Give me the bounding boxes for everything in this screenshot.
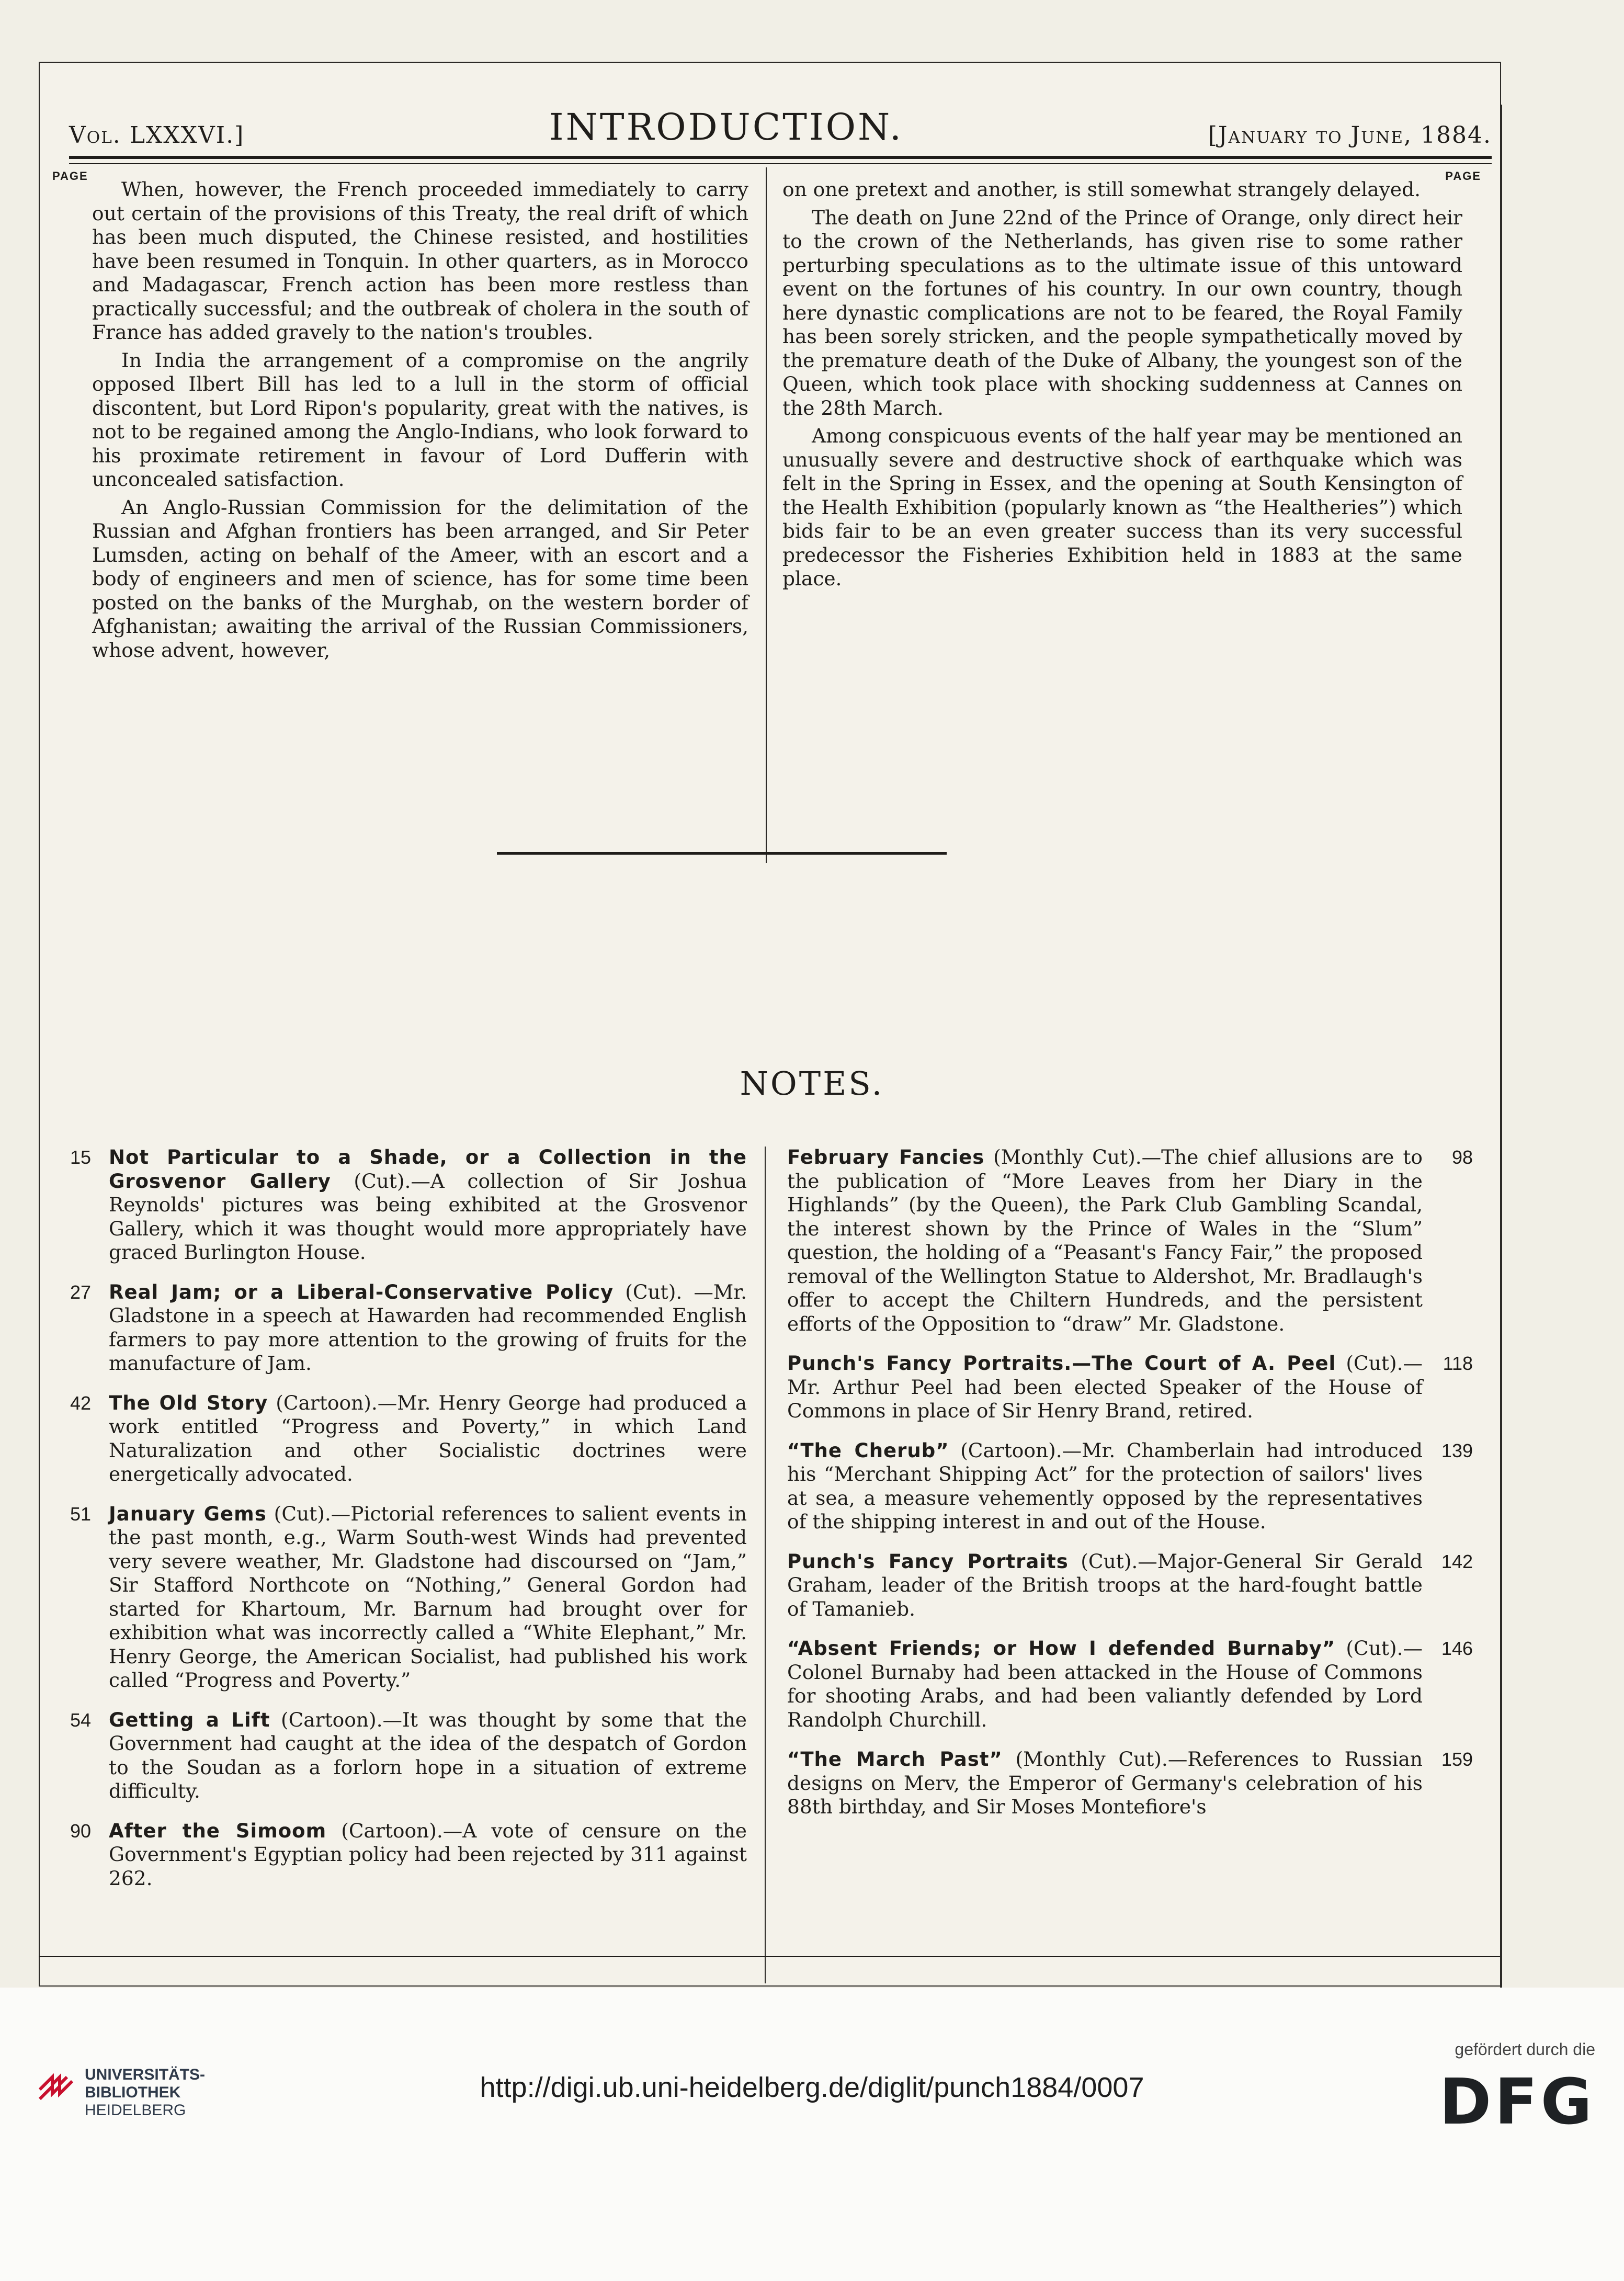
note-text: (Cartoon).—Mr. Henry George had produced a work entitled “Progress and Poverty,” in which Land Naturalization and other Socialistic doctrines were energetically advocated.: [109, 1391, 747, 1485]
notes-right-column: [787, 1145, 1473, 1835]
note-title: The Old Story: [109, 1391, 268, 1414]
note-page-number: 98: [1451, 1147, 1473, 1168]
digitization-footer: [0, 1988, 1624, 2281]
note-entry: [70, 1145, 747, 1265]
notes-left-column: [70, 1145, 747, 1906]
note-page-number: 15: [70, 1147, 92, 1168]
note-entry: [70, 1708, 747, 1803]
note-text: (Cut).—Colonel Burnaby had been attacked in the House of Commons for shooting Arabs, and had been valiantly defended by Lord Randolph Churchill.: [787, 1637, 1423, 1731]
note-text: (Cut).—A collection of Sir Joshua Reynolds' pictures was being exhibited at the Grosvenor Gallery, which it was thought would more appropriately have graced Burlington House.: [109, 1169, 747, 1264]
note-entry: [70, 1280, 747, 1376]
page-label-right: PAGE: [1445, 169, 1481, 183]
running-header: [69, 91, 1492, 149]
note-entry: [787, 1747, 1473, 1819]
note-text: (Cut). —Mr. Gladstone in a speech at Hawarden had recommended English farmers to pay more attention to the growing of fruits for the manufacture of Jam.: [109, 1280, 747, 1375]
intro-paragraph: In India the arrangement of a compromise on the angrily opposed Ilbert Bill has led to a lull in the storm of official discontent, but Lord Ripon's popularity, great with the natives, is not to be regained among the Anglo-Indians, who look forward to his proximate retirement in favour of Lord Dufferin with unconcealed satisfaction.: [92, 348, 748, 491]
note-page-number: 51: [70, 1503, 92, 1525]
note-text: (Cartoon).—Mr. Chamberlain had introduced his “Merchant Shipping Act” for the protection of sailors' lives at sea, a measure vehemently opposed by the representatives of the shipping interest in and out of the House.: [787, 1438, 1423, 1533]
note-title: After the Simoom: [109, 1819, 327, 1842]
note-entry: [787, 1145, 1473, 1336]
funded-by-label: gefördert durch die: [1455, 2040, 1595, 2059]
note-entry: [787, 1438, 1473, 1534]
note-entry: [787, 1637, 1473, 1732]
intro-paragraph: Among conspicuous events of the half year may be mentioned an unusually severe and destructive shock of earthquake which was felt in the Spring in Essex, and the opening at South Kensington of the Health Exhibition (popularly known as “the Healtheries”) which bids fair to be an even greater success than its very successful predecessor the Fisheries Exhibition held in 1883 at the same place.: [782, 424, 1462, 590]
note-text: (Cut).—Major-General Sir Gerald Graham, leader of the British troops at the hard-fought battle of Tamanieb.: [787, 1549, 1423, 1620]
note-title: Punch's Fancy Portraits: [787, 1550, 1069, 1573]
intro-paragraph: on one pretext and another, is still somewhat strangely delayed.: [782, 178, 1421, 201]
note-entry: [70, 1391, 747, 1486]
column-divider-intro: [766, 167, 767, 863]
page-edge: [1500, 105, 1502, 1988]
intro-paragraph: When, however, the French proceeded immediately to carry out certain of the provisions of this Treaty, the real drift of which has been much disputed, the Chinese resisted, and hostilities have been resumed in Tonquin. In other quarters, as in Morocco and Madagascar, French action has been more restless than practically successful; and the outbreak of cholera in the south of France has added gravely to the nation's troubles.: [92, 178, 748, 344]
header-rule: [69, 156, 1492, 159]
volume-label: Vol. LXXXVI.]: [69, 122, 245, 149]
note-entry: [70, 1819, 747, 1891]
note-text: (Cut).—Mr. Arthur Peel had been elected Speaker of the House of Commons in place of Sir Henry Brand, retired.: [787, 1352, 1423, 1422]
page-label-left: PAGE: [52, 169, 88, 183]
note-title: January Gems: [109, 1502, 267, 1525]
note-text: (Cartoon).—It was thought by some that the Government had caught at the idea of the despatch of Gordon to the Soudan as a forlorn hope in a situation of extreme difficulty.: [109, 1708, 747, 1802]
note-entry: [787, 1352, 1473, 1423]
note-page-number: 159: [1441, 1749, 1473, 1770]
note-text: (Monthly Cut).—The chief allusions are to the publication of “More Leaves from her Diary in the Highlands” (by the Queen), the Park Club Gambling Scandal, the interest shown by the Prince of Wales in the “Slum” question, the holding of a “Peasant's Fancy Fair,” the proposed removal of the Wellington Statue to Aldershot, Mr. Bradlaugh's offer to accept the Chiltern Hundreds, and the persistent efforts of the Opposition to “draw” Mr. Gladstone.: [787, 1145, 1423, 1335]
note-title: Getting a Lift: [109, 1708, 270, 1731]
note-text: (Monthly Cut).—References to Russian designs on Merv, the Emperor of Germany's celebration of his 88th birthday, and Sir Moses Montefiore's: [787, 1747, 1423, 1818]
header-rule-thin: [69, 163, 1492, 164]
notes-heading: NOTES.: [740, 1064, 884, 1103]
note-title: “The March Past”: [787, 1748, 1003, 1771]
note-title: Not Particular to a Shade, or a Collection in the Grosvenor Gallery: [109, 1146, 747, 1193]
intro-left-column: [92, 178, 748, 666]
source-url-link[interactable]: http://digi.ub.uni-heidelberg.de/diglit/punch1884/0007: [480, 2072, 1144, 2103]
note-page-number: 90: [70, 1820, 92, 1842]
note-text: (Cut).—Pictorial references to salient events in the past month, e.g., Warm South-west Winds had prevented very severe weather, Mr. Gladstone had discoursed on “Jam,” Sir Stafford Northcote on “Nothing,” General Gordon had started for Khartoum, Mr. Barnum had brought over for exhibition what was incorrectly called a “White Elephant,” Mr. Henry George, the American Socialist, had published his work called “Progress and Poverty.”: [109, 1502, 747, 1692]
note-title: “The Cherub”: [787, 1439, 949, 1462]
note-page-number: 27: [70, 1281, 92, 1303]
note-page-number: 42: [70, 1392, 92, 1414]
note-page-number: 139: [1441, 1439, 1473, 1461]
page-title: INTRODUCTION.: [549, 106, 904, 149]
section-divider: [497, 852, 947, 855]
note-title: Punch's Fancy Portraits.—The Court of A. Peel: [787, 1352, 1336, 1375]
note-page-number: 54: [70, 1709, 92, 1731]
note-text: (Cartoon).—A vote of censure on the Government's Egyptian policy had been rejected by 311 against 262.: [109, 1819, 747, 1890]
intro-paragraph: The death on June 22nd of the Prince of Orange, only direct heir to the crown of the Netherlands, has given rise to some rather perturbing speculations as to the ultimate issue of this untoward event on the fortunes of his country. In our own country, though here dynastic complications are not to be feared, the Royal Family has been sorely stricken, and the people sympathetically moved by the premature death of the Duke of Albany, the youngest son of the Queen, which took place with shocking suddenness at Cannes on the 28th March.: [782, 206, 1462, 419]
bottom-rule: [39, 1956, 1501, 1957]
column-divider-notes: [765, 1147, 766, 1983]
note-page-number: 146: [1441, 1638, 1473, 1659]
note-entry: [787, 1549, 1473, 1621]
dfg-logo: DFG: [1439, 2066, 1595, 2139]
note-title: Real Jam; or a Liberal-Conservative Policy: [109, 1280, 614, 1303]
date-range: [January to June, 1884.: [1208, 122, 1492, 149]
intro-paragraph: An Anglo-Russian Commission for the delimitation of the Russian and Afghan frontiers has been arranged, and Sir Peter Lumsden, acting on behalf of the Ameer, with an escort and a body of engineers and men of science, has for some time been posted on the banks of the Murghab, on the western border of Afghanistan; awaiting the arrival of the Russian Commissioners, whose advent, however,: [92, 495, 748, 662]
library-name: UNIVERSITÄTS- BIBLIOTHEK HEIDELBERG: [85, 2066, 206, 2119]
note-title: “Absent Friends; or How I defended Burnaby”: [787, 1637, 1336, 1660]
note-title: February Fancies: [787, 1146, 985, 1168]
intro-right-column: [782, 178, 1462, 595]
note-entry: [70, 1502, 747, 1693]
note-page-number: 118: [1443, 1353, 1473, 1374]
note-page-number: 142: [1441, 1550, 1473, 1572]
